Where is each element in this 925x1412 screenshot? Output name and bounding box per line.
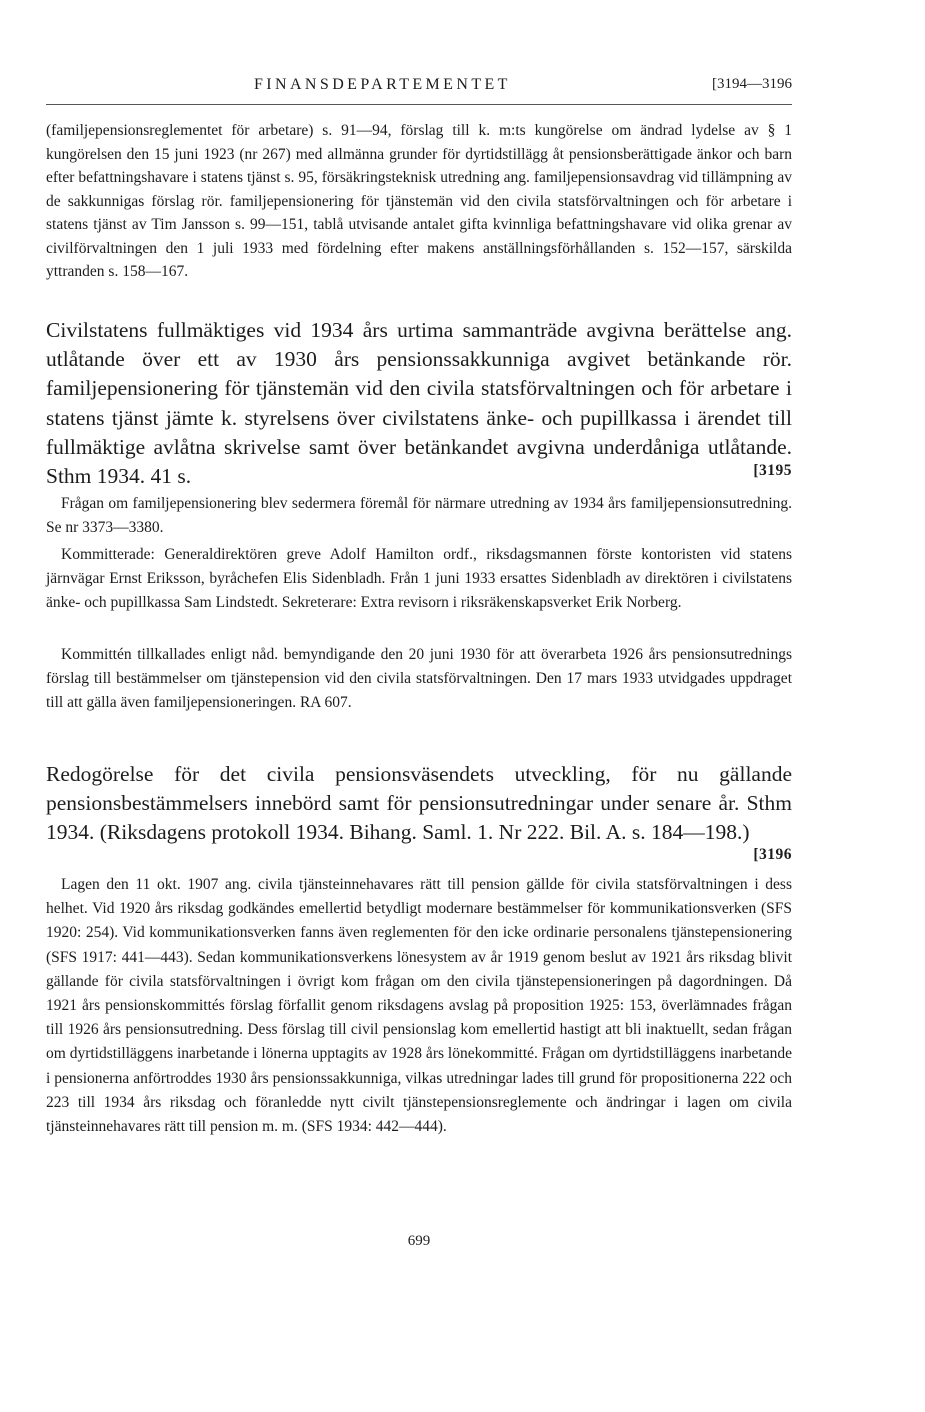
- entry-range: [3194—3196: [712, 76, 792, 92]
- entry-3195-number: [3195: [753, 462, 792, 479]
- entry-3195-committee: Kommitterade: Generaldirektören greve Adolf Hamilton ordf., riksdagsmannen förste kontoristen vid statens järnvägar Ernst Eriksson, byråchefen Elis Sidenbladh. Från 1 juni 1933 ersattes Sidenbladh av direktören i civilstatens änke- och pupillkassa Sam Lindstedt. Sekreterare: Extra revisorn i riksräkenskapsverket Erik Norberg.: [46, 546, 792, 612]
- running-title: FINANSDEPARTEMENTET: [254, 76, 511, 93]
- entry-3196-paragraph: Lagen den 11 okt. 1907 ang. civila tjänsteinnehavares rätt till pension gällde för civila statsförvaltningen i dess helhet. Vid 1920 års riksdag godkändes emellertid betydligt modernare bestämmelser för kommunikationsverken (SFS 1920: 254). Vid kommunikationsverken fanns även reglementen för den icke ordinarie personalens tjänstepensionering (SFS 1917: 441—443). Sedan kommunikationsverkens lönesystem av år 1919 genom beslut av 1921 års riksdag blivit gällande för civila statsförvaltningen i övrigt kom frågan om den civila tjänstepensioneringen på dagordningen. Då 1921 års pensionskommittés förslag förfallit genom riksdagens avslag på proposition 1925: 153, överlämnades frågan till 1926 års pensionsutredning. Dess förslag till civil pensionslag kom emellertid hastigt att bli inaktuellt, sedan frågan om dyrtidstilläggens inarbetande i lönerna upptagits av 1928 års lönekommitté. Frågan om dyrtidstilläggens inarbetande i pensionerna anförtroddes 1930 års pensionssakkunniga, vilkas utredningar lades till grund för propositionerna 222 och 223 till 1934 års riksdag och föranledde nytt civilt tjänstepensionsreglemente och ändringar i lagen om civila tjänsteinnehavares rätt till pension m. m. (SFS 1934: 442—444).: [46, 876, 792, 1136]
- entry-3196-number: [3196: [753, 846, 792, 863]
- entry-3195-mandate: Kommittén tillkallades enligt nåd. bemyndigande den 20 juni 1930 för att överarbeta 1926 års pensionsutrednings förslag till bestämmelser om tjänstepension vid den civila statsförvaltningen. Den 17 mars 1933 utvidgades uppdraget till att gälla även familjepensioneringen. RA 607.: [46, 646, 792, 712]
- running-head: [46, 76, 792, 100]
- entry-3196-title: Redogörelse för det civila pensionsväsendets utveckling, för nu gällande pensionsbestämmelsers innebörd samt för pensionsutredningar under senare år. Sthm 1934. (Riksdagens protokoll 1934. Bihang. Saml. 1. Nr 222. Bil. A. s. 184—198.): [46, 762, 792, 845]
- entry-3195-note: Frågan om familjepensionering blev sedermera föremål för närmare utredning av 1934 års familjepensionsutredning. Se nr 3373—3380.: [46, 495, 792, 537]
- continuation-paragraph: (familjepensionsreglementet för arbetare) s. 91—94, förslag till k. m:ts kungörelse om ändrad lydelse av § 1 kungörelsen den 15 juni 1923 (nr 267) med allmänna grunder för dyrtidstillägg åt pensionsberättigade änkor och barn efter befattningshavare i statens tjänst s. 95, försäkringsteknisk utredning ang. familjepensionsavdrag vid tillämpning av de sakkunnigas förslag rör. familjepensionering för tjänstemän vid den civila statsförvaltningen och för arbetare i statens tjänst av Tim Jansson s. 99—151, tablå utvisande antalet gifta kvinnliga befattningshavare vid olika grenar av civilförvaltningen den 1 juli 1933 med fördelning efter makens anställningsförhållanden s. 152—157, särskilda yttranden s. 158—167.: [46, 122, 792, 280]
- entry-3195-title: Civilstatens fullmäktiges vid 1934 års urtima sammanträde avgivna berättelse ang. utlåtande över ett av 1930 års pensionssakkunniga avgivet betänkande rör. familjepensionering för tjänstemän vid den civila statsförvaltningen och för arbetare i statens tjänst jämte k. styrelsens över civilstatens änke- och pupillkassa i ärendet till fullmäktige avlåtna skrivelse samt över betänkandet avgivna underdåniga utlåtande. Sthm 1934. 41 s.: [46, 318, 792, 489]
- document-page: [46, 0, 792, 1412]
- page-number: 699: [407, 1233, 431, 1249]
- header-rule: [46, 104, 792, 105]
